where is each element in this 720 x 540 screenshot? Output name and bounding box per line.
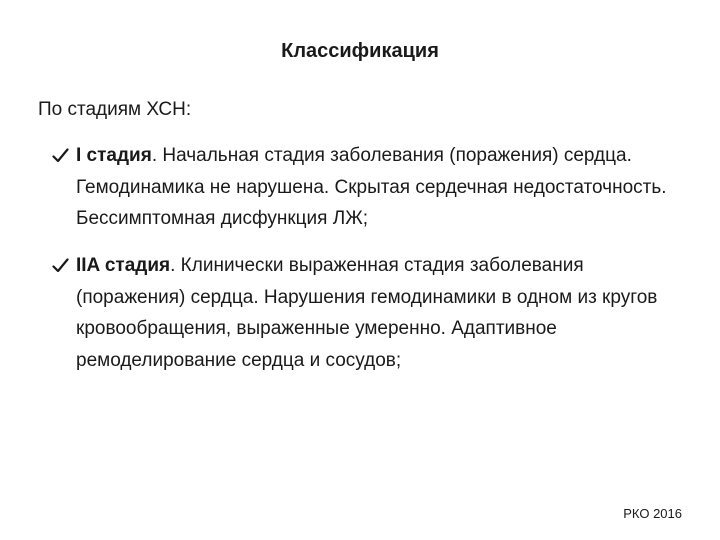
bullet-item-stage-2a [52, 250, 692, 376]
bullet-label: I стадия [76, 145, 152, 166]
slide-title: Классификация [281, 40, 439, 62]
footer-source: РКО 2016 [623, 506, 682, 521]
bullet-item-stage-1 [52, 140, 692, 235]
slide-subtitle: По стадиям ХСН: [38, 99, 192, 120]
bullet-body: . Клинически выраженная стадия заболевания (поражения) сердца. Нарушения гемодинамики в одном из кругов кровообращения, выраженные умеренно. Адаптивное ремоделирование сердца и сосудов; [76, 255, 658, 371]
checkmark-icon [52, 257, 69, 274]
checkmark-icon [52, 147, 69, 164]
bullet-text [52, 140, 692, 235]
bullet-text [52, 250, 692, 376]
bullet-label: IIA стадия [76, 255, 171, 276]
bullet-body: . Начальная стадия заболевания (поражения) сердца. Гемодинамика не нарушена. Скрытая сердечная недостаточность. Бессимптомная дисфункция ЛЖ; [76, 145, 667, 229]
